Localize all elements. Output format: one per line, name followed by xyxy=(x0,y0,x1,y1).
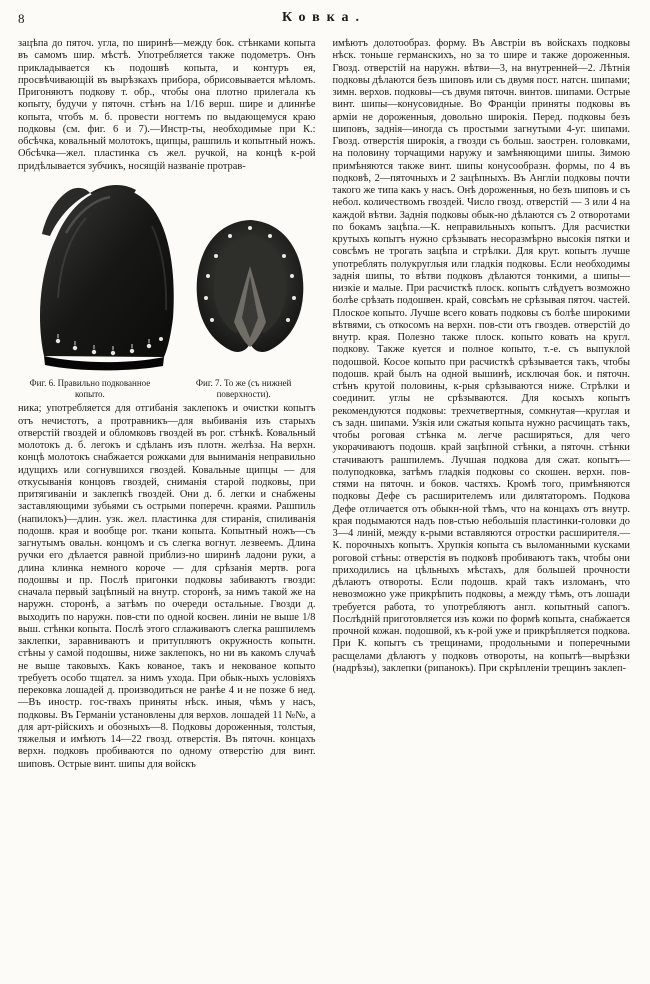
left-column xyxy=(18,38,316,771)
left-paragraph-top: зацѣпа до пяточ. угла, по ширинѣ—между бок. стѣнками копыта въ самомъ шир. мѣстѣ. Употребляется также подометръ. Онъ прикладывается къ подошвѣ копыта, и контуръ ея, просвѣчивающій въ вырѣзкахъ прибора, обрисовывается мѣломъ. Пригоняютъ подкову т. обр., чтобы она плотно прилегала къ копыту, будучи у пяточн. стѣнъ на 1/16 верш. шире и длиннѣе копыта, чтобъ м. б. провести ногтемъ по выдающемуся краю подковы (см. фиг. 6 и 7).—Инстр-ты, необходимые при К.: обсѣчка, ковальный молотокъ, щипцы, рашпиль и копытный ножъ. Обсѣчка—жел. пластинка съ жел. ручкой, на концѣ к-рой придѣлывается зубчикъ, носящій названіе протрав- xyxy=(18,38,316,172)
two-column-text xyxy=(18,38,630,771)
fig7-caption: Фиг. 7. То же (съ нижней поверхности). xyxy=(195,377,292,399)
fig6-hoof-side-view-image xyxy=(20,178,178,374)
left-paragraph-bottom: ника; употребляется для отгибанія заклепокъ и очистки копытъ отъ нечистотъ, а протравникъ—для выбиванія изъ старыхъ отверстій гвоздей и обломковъ гвоздей въ рог. стѣнкѣ. Ковальный молотокъ д. б. легокъ и сдѣланъ изъ плотн. желѣза. На верхн. концѣ молотокъ снабжается рожками для выниманія неправильно идущихъ или согнувшихся гвоздей. Ковальные щипцы — для откусыванія концовъ гвоздей, сниманія старой подковы, при притягиваніи и заклепкѣ гвоздей. Они д. б. легки и снабжены заставляющими зубьями съ острыми поперечн. краями. Рашпиль (напилокъ)—длин. узк. жел. пластинка для стиранія, спиливанія подошв. края и вообще рог. ткани копыта. Копытный ножъ—съ загнутымъ овальн. концомъ и съ слегка вогнут. лезвеемъ. Длина ручки его дѣлается равной приблиз-но ширинѣ ладони руки, а длина клинка немного короче — для срѣзанія мертв. рога подошвы и пр. Послѣ пригонки подковы забиваютъ гвозди: сначала первый зацѣпный на внутр. сторонѣ, за нимъ такой же на наружн. сторонѣ, а затѣмъ по очереди остальные. Гвозди д. выходить по наружн. пов-сти по одной косвен. линіи не выше 1/8 выш. стѣнки копыта. Послѣ этого сглаживаютъ слегка рашпилемъ заклепки, заравниваютъ и притупляютъ окружность копытн. стѣны у самой подошвы, ниже заклепокъ, но ни въ какомъ случаѣ не выше таковыхъ. Какъ кованое, такъ и некованое копыто требуетъ особо тщател. за нимъ ухода. При обык-ныхъ условіяхъ перековка лошадей д. производиться не ранѣе 4 и не позже 6 нед.—Въ иностр. гос-твахъ приняты нѣск. иныя, чѣмъ у насъ, подковы. Въ Германіи установлены для верхов. лошадей 11 №№, а для арт-рійскихъ и обозныхъ—8. Подковы дороженныя, толстыя, тяжелыя и имѣютъ 14—22 гвозд. отверстія. Въ пяточн. концахъ верхн. подковъ пробиваются по одному отверстію для винт. шиповъ. Острые винт. шипы для войскъ xyxy=(18,403,316,770)
page-title: Ковка. xyxy=(281,10,367,25)
page-number: 8 xyxy=(18,11,25,26)
figure-images xyxy=(18,178,316,374)
fig7-hoof-bottom-view-image xyxy=(186,214,314,360)
right-column xyxy=(333,38,631,675)
fig6-shod-hoof-illustration xyxy=(20,178,178,374)
fig7-hoof-underside-illustration xyxy=(186,214,314,360)
fig6-caption: Фиг. 6. Правильно подкованное копыто. xyxy=(29,377,151,399)
right-paragraph: имѣютъ долотообраз. форму. Въ Австріи въ войскахъ подковы нѣск. тоньше германскихъ, но за то шире и также дороженныя. Гвозд. отверстій на наружн. вѣтви—3, на внутренней—2. Лѣтнія подковы дѣлаются безъ шиповъ или съ двумя пост. натсн. шипами; зимн. верхов. подковы—съ двумя пяточн. винтов. шипами. Острые винт. шипы—конусовидные. Во Франціи приняты подковы въ арміи не дороженныя, довольно широкія. Перед. подковы безъ шиповъ, заднія—иногда съ простыми загнутыми 4-уг. шипами. Гвозд. отверстія широкія, а гвозди съ больш. заострен. головками, на половину торчащими наружу и замѣняющими шипы. Зимою примѣняются также винт. шипы конусообразн. формы, по 4 въ подковѣ, 2—пяточныхъ и 2 зацѣпныхъ. Въ Англіи подковы почти такого же типа какъ у насъ. Онѣ дороженныя, но безъ шиповъ и съ небол. количествомъ гвоздей. Число гвозд. отверстій — 3 или 4 на каждой вѣтви. Заднія подковы обык-но дѣлаются съ 2 отворотами по бокамъ зацѣпа.—К. неправильныхъ копытъ. Для расчистки крутыхъ копытъ нужно срѣзывать несоразмѣрно высокія пятки и совсѣмъ не трогать зацѣпа и стрѣлки. Для крут. копытъ лучше употреблять полукруглыя или гладкія подковы. Если необходимы заднія шипы, то вѣтви подковъ дѣлаются тонкими, а шипы—низкіе и малые. При расчисткѣ плоск. копытъ слѣдуетъ возможно болѣе срѣзать подошвен. край, совсѣмъ не срѣзывая пяточ. частей. Плоское копыто. Лучше всего ковать подковы съ болѣе широкими вѣтвями, съ откосомъ на верхн. пов-сти отъ гвоздев. отверстій до внутр. края. Полезно также плоск. копыто ковать на кругл. подкову. Также куется и полное копыто, т.-е. съ выпуклой подошвой. Косое копыто при расчисткѣ срѣзывается такъ, чтобы подошв. край былъ на одной вышинѣ, исключая бок. и пяточн. стѣнъ крутой половины, к-рыя срѣзываются ниже. Стрѣлки и соединит. углы не срѣзываются. Для косыхъ копытъ рекомендуются подковы: трехчетвертныя, сомкнутая—круглая и съ задн. шипами. Узкія или сжатыя копыта нужно расчищать такъ, чтобы роговая стѣнка м. легче расширяться, для чего укорачиваютъ подошв. край зацѣпной стѣнки, а пяточн. стѣнки стачиваютъ рашпилемъ. Лучшая подкова для сжат. копытъ—полуподковка, затѣмъ гладкія подковы со скошен. верхн. пов-стями на пяточн. и боков. частяхъ. Кромѣ того, примѣняются подковы Дефе съ расширителемъ или дилятаторомъ. Подкова Дефе отличается отъ обыкн-ной тѣмъ, что на концахъ отъ внутр. края подымаются надъ пов-стью небольшія пластинки-головки до 3—4 линій, между к-рыми вставляются отростки расширителя.—К. порочныхъ копытъ. Хрупкія копыта съ выломанными кусками роговой стѣны: отверстія въ подковѣ пробиваютъ такъ, чтобы они приходились на цѣльныхъ мѣстахъ, для большей прочности дѣлаютъ отвороты. Если подошв. край такъ изломанъ, что невозможно уже прикрѣпить подковы, а между тѣмъ, отъ лошади требуется работа, то употребляютъ англ. копытный сапогъ. Послѣдній приготовляется изъ кожи по формѣ копыта, снабжается прочной кожан. подошвой, къ к-рой уже и прикрѣпляется подкова. При К. копытъ съ трещинами, продольными и поперечными расщелами дѣлаютъ у подковъ отвороты, на копытѣ—вырѣзки (надрѣзы), заклепки (рипанокъ). При скрѣпленіи трещинъ заклеп- xyxy=(332,38,630,674)
figure-captions xyxy=(18,378,316,400)
figure-block xyxy=(18,178,316,400)
page-header xyxy=(18,8,630,32)
